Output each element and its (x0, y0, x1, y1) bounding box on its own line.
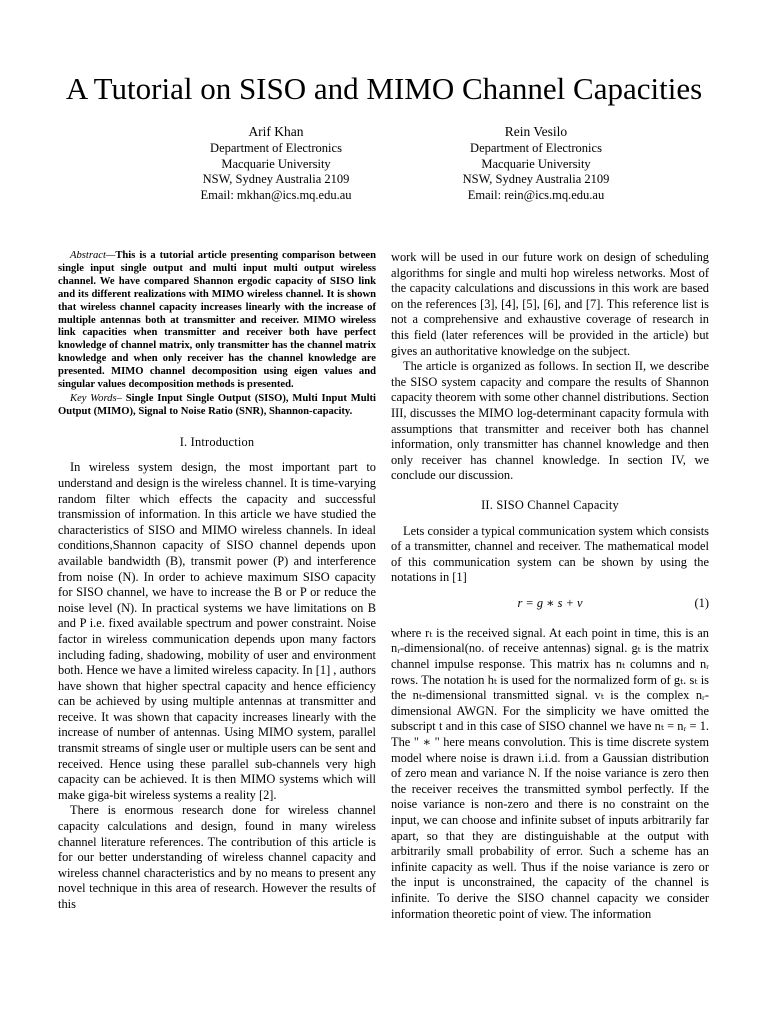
keywords-label: Key Words– (70, 392, 122, 404)
intro-paragraph-2b: work will be used in our future work on design of scheduling algorithms for single and multi hop wireless networks. Most of the capacity calculations and discussions in this work are based on the references [3], [4], [5], [6], and [7]. This reference list is not a comprehensive and exhaustive coverage of research in this field (later references will be provided in the article) but gives an authoritative knowledge on the subject. (391, 250, 709, 358)
intro-paragraph-1: In wireless system design, the most important part to understand and design is the wireless channel. It is time-varying random filter which effects the capacity and successful transmission of information. In this article we have studied the characteristics of SISO and MIMO wireless channels. In ideal conditions,Shannon capacity of SISO channel depends upon available bandwidth (B), transmit power (P) and interference from noise (N). In order to achieve maximum SISO capacity for SISO channel, we have to increase the B or P or reduce the noise level (N). In practical systems we have limitations on B and P i.e. fixed available spectrum and power constraint. Noise factor in wireless communication depends upon many factors including fading, shadowing, mobility of user and environment both. Hence we have a limited wireless capacity. In [1] , authors have shown that higher spectral capacity and hence efficiency can be achieved by using multiple antennas at transmitter and receive. It was shown that capacity increases linearly with the increase of number of antennas. Using MIMO system, parallel transmit streams of single user or multiple users can be sent and received. Hence using these parallel sub-channels very high capacity can be achieved. It is then MIMO systems which will make giga-bit wireless systems a reality [2]. (58, 460, 376, 802)
keywords (58, 393, 376, 419)
equation-number: (1) (694, 595, 709, 610)
author-university: Macquarie University (481, 156, 591, 171)
author-department: Department of Electronics (210, 140, 342, 155)
equation-body: r = g ∗ s + v (517, 595, 583, 610)
equation-1 (391, 596, 709, 616)
author-block-1 (136, 124, 416, 204)
abstract-label: Abstract— (70, 250, 116, 261)
author-location: NSW, Sydney Australia 2109 (462, 172, 610, 187)
paper-title: A Tutorial on SISO and MIMO Channel Capacities (65, 71, 703, 106)
author-university: Macquarie University (221, 156, 331, 171)
right-column (391, 250, 709, 922)
abstract-text: This is a tutorial article presenting comparison between single input single output and multi input multi output wireless channel. We have compared Shannon ergodic capacity of SISO link and its different realizations with MIMO wireless channel. It is shown that wireless channel capacity increases linearly with the increase of multiple antennas both at transmitter and receiver. MIMO wireless link capacities when transmitter and receiver both have perfect knowledge of channel matrix, only transmitter has the channel matrix knowledge and when only receiver has the channel knowledge are presented. MIMO channel decomposition using eigen values and singular values decomposition methods is presented. (58, 250, 376, 391)
author-email: Email: rein@ics.mq.edu.au (467, 188, 605, 203)
author-email: Email: mkhan@ics.mq.edu.au (200, 188, 352, 203)
left-column (58, 250, 376, 913)
siso-intro-paragraph: Lets consider a typical communication system which consists of a transmitter, channel and receiver. The mathematical model of this communication system can be shown by using the notations in [1] (391, 523, 709, 585)
section-heading-siso: II. SISO Channel Capacity (481, 497, 619, 512)
intro-paragraph-2a: There is enormous research done for wireless channel capacity calculations and design, found in many wireless channel literature references. The contribution of this article is for our better understanding of wireless channel capacity and wireless channel characteristics and by no means to present any novel technique in this area of research. However the results of this (58, 803, 376, 911)
author-name: Rein Vesilo (504, 124, 568, 139)
author-block-2 (396, 124, 676, 204)
abstract (58, 250, 376, 392)
keywords-text: Single Input Single Output (SISO), Multi Input Multi Output (MIMO), Signal to Noise Ratio (SNR), Shannon-capacity. (58, 392, 376, 417)
author-location: NSW, Sydney Australia 2109 (202, 172, 350, 187)
section-heading-introduction: I. Introduction (179, 434, 255, 449)
siso-body-paragraph: where rₜ is the received signal. At each point in time, this is an nᵣ-dimensional(no. of receive antennas) signal. gₜ is the matrix channel impulse response. This matrix has nₜ columns and nᵣ rows. The notation hₜ is used for the normalized form of gₜ. sₜ is the nₜ-dimensional transmitted signal. vₜ is the complex nᵣ-dimensional AWGN. For the simplicity we have omitted the subscript t and in this case of SISO channel we have nₜ = nᵣ = 1. The " ∗ " here means convolution. This is time discrete system model where noise is drawn i.i.d. from a Gaussian distribution of zero mean and variance N. If the noise variance is zero then the receiver receives the transmitted symbol perfectly. If the noise variance is non-zero and there is no constraint on the input, we can choose and infinite subset of inputs arbitrarily far apart, so that they are distinguishable at the output with arbitrarily small probability of error. Such a scheme has an infinite capacity as well. Thus if the noise variance is zero or the input is unconstrained, the capacity of the channel is infinite. To derive the SISO channel capacity we consider information theoretic point of view. The information (391, 625, 709, 921)
author-department: Department of Electronics (470, 140, 602, 155)
author-name: Arif Khan (248, 124, 304, 139)
intro-paragraph-3: The article is organized as follows. In section II, we describe the SISO system capacity and compare the results of Shannon capacity theorem with some other channel distributions. Section III, discusses the MIMO log-determinant capacity formula with assumptions that transmitter and receiver both has channel information, only transmitter has channel knowledge and then only receiver has channel knowledge. In section IV, we conclude our discussion. (391, 359, 709, 483)
